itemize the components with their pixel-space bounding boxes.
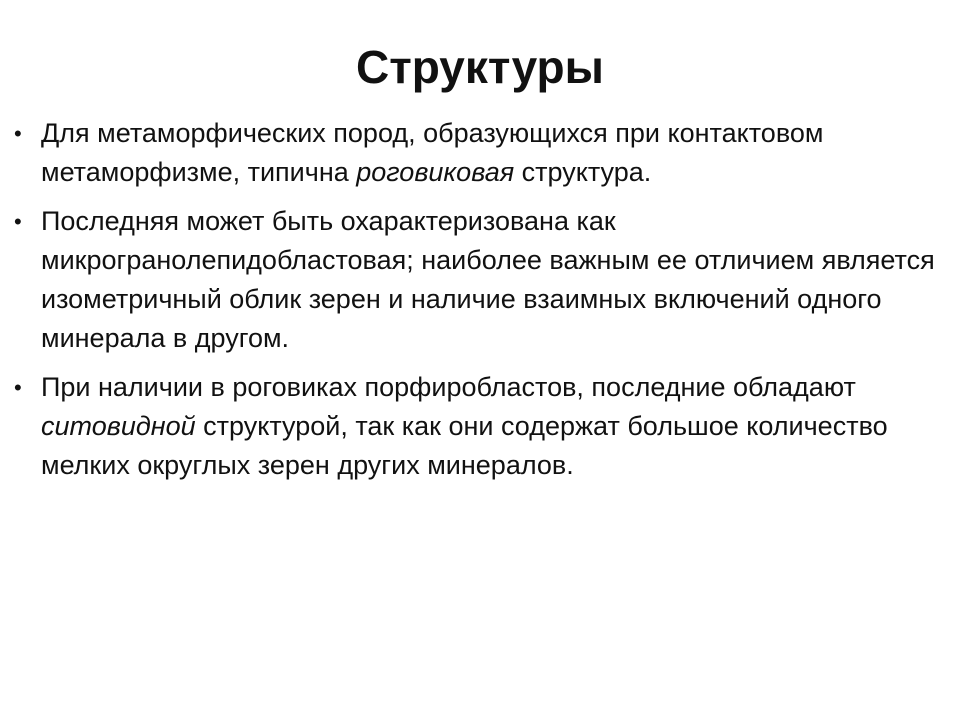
bullet-list bbox=[14, 114, 948, 495]
bullet-item-contact-metamorphism bbox=[14, 114, 948, 192]
bullet-dot-icon: • bbox=[14, 375, 22, 400]
bullet-text bbox=[41, 372, 888, 480]
bullet-text-segment: При наличии в роговиках порфиробластов, последние обладают bbox=[41, 372, 856, 402]
bullet-text-segment: Для метаморфических пород, образующихся при контактовом метаморфизме, типична bbox=[41, 118, 824, 187]
bullet-text-segment: структурой, так как они содержат большое количество мелких округлых зерен других минералов. bbox=[41, 411, 888, 480]
bullet-text-segment: Последняя может быть охарактеризована как микрогранолепидобластовая; наиболее важным ее отличием является изометричный облик зерен и наличие взаимных включений одного минерала в другом. bbox=[41, 206, 935, 353]
bullet-text-segment: структура. bbox=[514, 157, 652, 187]
bullet-text bbox=[41, 118, 823, 187]
bullet-text bbox=[41, 206, 935, 353]
bullet-dot-icon: • bbox=[14, 209, 22, 234]
bullet-dot-icon: • bbox=[14, 121, 22, 146]
bullet-text-italic-term: роговиковая bbox=[356, 157, 515, 187]
slide-title: Структуры bbox=[356, 41, 604, 93]
bullet-item-porphyroblasts bbox=[14, 368, 948, 485]
bullet-item-microgranolepidoblastic bbox=[14, 202, 948, 358]
bullet-text-italic-term: ситовидной bbox=[41, 411, 196, 441]
